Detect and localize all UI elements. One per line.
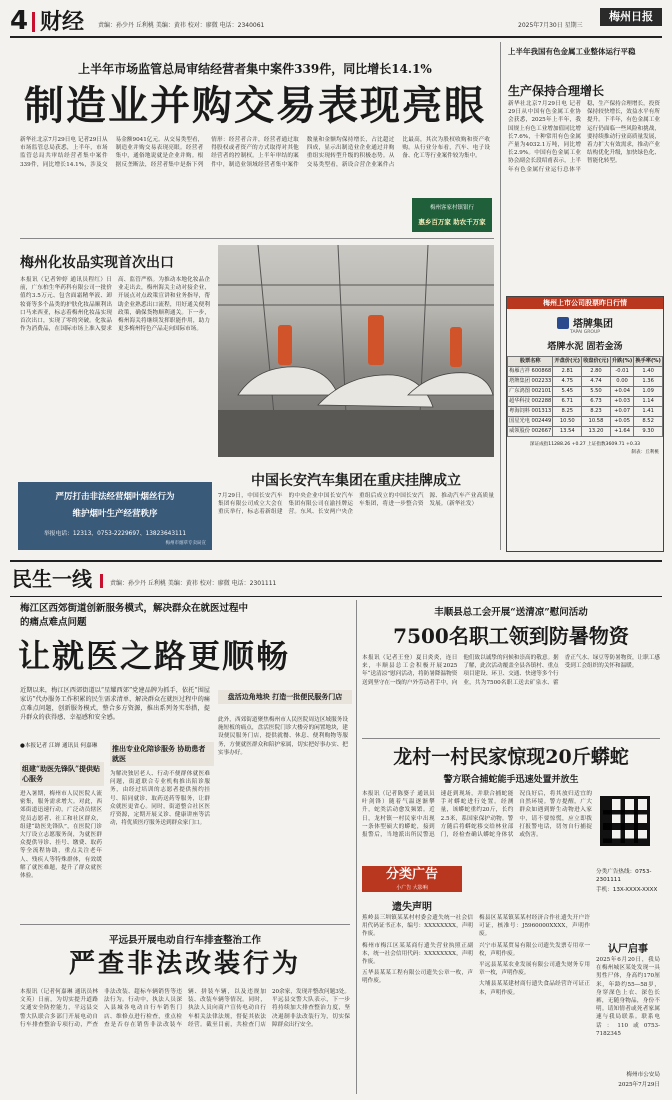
lead-kicker: 上半年市场监管总局审结经营者集中案件339件，同比增长14.1% <box>78 62 432 76</box>
stock-cell: 4.74 <box>582 377 611 387</box>
ebike-body: 本报讯（记者何嘉琳 通讯员林文英）日前，为切实提升道路交通安全防控能力，平远县交警大队联合多部门开展电动自行车排查整治专项行动，严查非法改装、超标车辆销售等违法行为。行动中，执法人员深入县城各电动自行车销售门店、维修点进行检查，重点检查是否存在销售非法改装车辆、拼装车辆，以及违规加装、改装车辆等情况。同时，执法人员向商户宣传电动自行车相关法律法规，督促其依法经营。截至目前，共检查门店20余家，发现并整改问题3处。平远县交警大队表示，下一步将持续加大排查整治力度，坚决遏制非法改装行为，切实保障群众出行安全。 <box>20 989 350 1028</box>
medical-subhead-3: 盘活边角地块 打造一批便民服务门店 <box>218 690 352 704</box>
stock-table-box <box>506 296 664 552</box>
medical-body-2: 为解决独居老人、行动不便群体就医难问题，街道联合专业机构推出陪诊服务，由经过培训的志愿者提供预约挂号、陪同就诊、取药送药等服务，让群众就医更省心。同时，街道整合社区医疗资源，定期开展义诊、健康讲座等活动，将优质医疗服务送到群众家门口。 <box>110 771 210 827</box>
stock-cell: 威领股份 002667 <box>508 427 553 437</box>
tobacco-ad-line2: 维护烟叶生产经营秩序 <box>72 509 158 519</box>
stock-cell: 8.52 <box>634 417 663 427</box>
tobacco-ad-sponsor: 梅州市烟草专卖局宣 <box>165 541 206 546</box>
tobacco-ad-hotline: 举报电话：12313、0753-2229697、13823643111 <box>43 531 187 537</box>
stock-table-header <box>508 357 663 367</box>
stock-cell: 4.75 <box>553 377 582 387</box>
minsheng-section-title: 民生一线 <box>12 567 92 591</box>
masthead <box>10 6 662 36</box>
stock-cell: +0.03 <box>610 397 633 407</box>
stock-cell: 5.45 <box>553 387 582 397</box>
notice-item: 兴宁市某某贸易有限公司遗失发票专用章一枚，声明作废。 <box>479 942 590 957</box>
medical-body-1: 进入暑期，梅州市人民医院人流密集，服务需求增大。对此，西郊街道迅速行动，广泛动员辖区党员志愿者、社工和社区群众，组建“助医先锋队”，在医院门诊大厅设立志愿服务岗，为就医群众提供导诊、挂号、缴费、取药等全流程协助，重点关注老年人、残疾人等特殊群体，有效缓解了就医难题，提升了群众就医体验。 <box>20 791 102 880</box>
ebike-kicker: 平远县开展电动自行车排查整治工作 <box>108 935 261 946</box>
bank-ad-slogan: 惠乡百万家 助农千万家 <box>418 218 486 226</box>
stock-col-header: 收盘价(元) <box>582 357 611 367</box>
stock-cell: 9.30 <box>634 427 663 437</box>
stock-cell: 梅雁吉祥 600868 <box>508 367 553 377</box>
stock-cell: -0.01 <box>610 367 633 377</box>
stock-row <box>508 367 663 377</box>
stock-col-header: 股票名称 <box>508 357 553 367</box>
cosmetics-body: 本报讯（记者钟婷 通讯员程红）日前，广东柏生华药科有限公司一批价值约3.5万元、包含面霜精华液、卸妆膏等多个品类的护肤化妆品顺利出口马来西亚，标志着梅州化妆品实现首次出口，实现了零的突破。化妆品作为消费品，在国际市场上准入要求高、监管严格。为推动本地化妆品企业走出去，梅州海关主动对接企业，开展点对点政策宣讲和业务指导，帮助企业熟悉出口流程，用好通关便利政策，确保货物顺利通关。下一步，梅州海关将继续发挥职能作用，助力更多梅州特色产品走向国际市场。 <box>20 277 210 333</box>
stock-cell: 0.00 <box>610 377 633 387</box>
factory-photo <box>218 245 494 457</box>
stock-cell: 5.50 <box>582 387 611 397</box>
stock-row <box>508 377 663 387</box>
stock-row <box>508 397 663 407</box>
stock-col-header: 开盘价(元) <box>553 357 582 367</box>
stock-cell: 10.58 <box>582 417 611 427</box>
classified-hotline: 分类广告热线：0753-2301111 <box>596 869 652 883</box>
classified-contact: 手机：13X-XXXX-XXXX <box>596 887 658 893</box>
python-body: 本报讯（记者陈婆子 通讯员叶剑锋）随着气温逐渐攀升，蛇类活动愈发频繁。近日，龙村镇一村民家中出现一条体型硕大的蟒蛇，接到报警后，当地派出所民警迅速赶到现场，并联合捕蛇能手对蟒蛇进行处置。经测量，该蟒蛇重约20斤，长约2.5米，系国家保护动物。警方随后将蟒蛇移交给林业部门，经检查确认蟒蛇身体状况良好后，将其放归适宜的自然环境。警方提醒，广大群众如遇到野生动物进入家中，请不要惊慌，应立即拨打报警电话，切勿自行捕捉或伤害。 <box>362 791 592 839</box>
classified-title: 分类广告 <box>385 867 438 882</box>
factory-scene-image <box>218 245 494 457</box>
notice-item: 大埔县某某建材商行遗失食品经营许可证正本，声明作废。 <box>479 981 590 996</box>
tobacco-ad-line1: 严厉打击非法经营烟叶烟丝行为 <box>55 492 175 502</box>
classified-banner <box>362 866 462 892</box>
medical-kicker-line1: 梅江区西郊街道创新服务模式，解决群众在就医过程中 <box>20 603 249 614</box>
stock-cell: 1.41 <box>634 407 663 417</box>
stock-cell: 超华科技 002288 <box>508 397 553 407</box>
paper-logo <box>600 8 662 26</box>
stock-cell: 10.50 <box>553 417 582 427</box>
stock-cell: 13.20 <box>582 427 611 437</box>
sidebar-headline1: 上半年我国有色金属工业整体运行平稳 <box>508 47 636 56</box>
stock-cell: 国星光电 002449 <box>508 417 553 427</box>
masthead-credits: 责编：孙少丹 丘利桃 美编：黄祎 校对：廖微 电话：2340061 <box>98 22 265 29</box>
medical-subhead-1: 组建“助医先锋队”提供贴心服务 <box>20 762 104 786</box>
stock-cell: 6.71 <box>553 397 582 407</box>
notice-item: 梅州市梅江区某某商行遗失营业执照正副本，统一社会信用代码：XXXXXXXX，声明作废。 <box>362 942 473 966</box>
sidebar-headline2: 生产保持合理增长 <box>508 84 605 98</box>
masthead-date: 2025年7月30日 星期三 <box>518 22 583 29</box>
stock-cell: 1.14 <box>634 397 663 407</box>
stock-cell: +1.64 <box>610 427 633 437</box>
stock-cell: +0.05 <box>610 417 633 427</box>
tapai-logo-icon <box>557 317 569 329</box>
changan-caption: 7月29日，中国长安汽车集团有限公司成立大会在重庆举行，标志着新组建的中央企业中国长安汽车集团有限公司在渝挂牌运营。东风、长安两户央企重组后成立的中国长安汽车集团，将进一步整合资源、推动汽车产业高质量发展。（新华社发） <box>218 493 494 516</box>
medical-byline: ●本报记者 江婵 通讯员 何嘉琳 <box>20 743 98 749</box>
notice-list <box>362 914 590 1092</box>
stock-cell: 广东鸿图 002101 <box>508 387 553 397</box>
medical-subhead-2: 推出专业化陪诊服务 协助患者就医 <box>110 742 214 766</box>
stock-sponsor-logo <box>507 315 663 330</box>
lead-headline: 制造业并购交易表现亮眼 <box>24 82 486 129</box>
stock-sponsor-en: TAPAI GROUP <box>570 330 600 335</box>
sidebar-body: 新华社北京7月29日电 记者29日从中国有色金属工业协会获悉，2025年上半年，我国规上有色工业增加值同比增长7.6%，十种常用有色金属产量为4032.1万吨，同比增长2.9%。中国有色金属工业协会副会长段绍甫表示，上半年有色金属行业运行总体平稳，生产保持合理增长，投资保持较快增长，效益水平有所提升。下半年，有色金属工业运行仍面临一些风险和挑战，要持续推动行业高质量发展，着力扩大有效需求，推动产业结构优化升级，加快绿色化、智能化转型。 <box>508 101 660 173</box>
stock-cell: 6.73 <box>582 397 611 407</box>
paper-name: 梅州日报 <box>609 10 653 23</box>
stock-col-header: 升跌(%) <box>610 357 633 367</box>
stock-title: 梅州上市公司股票昨日行情 <box>507 297 663 309</box>
bank-ad <box>412 198 492 232</box>
page-number: 4 <box>10 6 29 36</box>
lead-body: 新华社北京7月29日电 记者29日从市场监管总局获悉，上半年，市场监管总局共审结经营者集中案件339件，同比增长14.1%，涉及交易金额9041亿元。从交易类型看，制造业并购交易表现亮眼。经营者集中，通俗地说就是企业并购。根据反垄断法，经营者集中是指下列情形：经营者合并，经营者通过取得股权或者资产的方式取得对其他经营者的控制权。上半年审结的案件中，制造业领域经营者集中案件数量和金额均保持增长，占比超过四成，显示出制造业企业通过并购重组实现转型升级的积极态势。从交易类型看，新设合营企业案件占比最高，其次为股权收购和资产收购。从行业分布看，汽车、电子设备、化工等行业案件较为集中。 <box>20 137 490 168</box>
changan-headline: 中国长安汽车集团在重庆挂牌成立 <box>251 473 461 489</box>
heatwave-body: 本报讯（记者王登）夏日炎炎，连日来，丰顺县总工会积极开展2025年“送清凉”慰问活动，将防暑降温物资送到坚守在一线的户外劳动者手中，向他们致以诚挚的问候和崇高的敬意。据了解，此次活动覆盖全县各镇村、重点项目建设、环卫、交通、快递等多个行业，共为7500名职工送去矿泉水、藿香正气水、绿豆等防暑物资，让职工感受到工会组织的关怀和温暖。 <box>362 655 660 686</box>
cosmetics-headline: 梅州化妆品实现首次出口 <box>20 255 174 271</box>
notice-item: 五华县某某工程有限公司遗失公章一枚，声明作废。 <box>362 970 473 985</box>
stock-row <box>508 387 663 397</box>
section-title: 财经 <box>40 9 85 35</box>
stock-row <box>508 407 663 417</box>
classified-subtitle: 小广告 大影响 <box>396 885 428 891</box>
stock-note: 深证成指11288.26 +0.27 上证指数3609.71 +0.33 <box>529 442 641 447</box>
stock-col-header: 换手率(%) <box>634 357 663 367</box>
stock-cell: 8.25 <box>553 407 582 417</box>
right-notice-body: 2025年6月20日，我局在梅州城区某处发现一具男性尸体，身高约170厘米，年龄约55—58岁，身穿深色上衣、深色长裤，无随身物品，身份不明。请知情者或死者家属速与我局联系。联系电话：110或0753-7182345 <box>596 957 660 1037</box>
notice-item: 蕉岭县三圳镇某某村村委会遗失统一社会信用代码证书正本，编号：XXXXXXXX，声明作废。 <box>362 915 473 938</box>
medical-headline: 让就医之路更顺畅 <box>18 637 291 675</box>
notice-item: 梅县区某某镇某某村经济合作社遗失开户许可证，核准号：J5960000XXXX，声明作废。 <box>479 915 590 938</box>
stock-cell: 2.81 <box>553 367 582 377</box>
heatwave-headline: 7500名职工领到防暑物资 <box>393 624 629 648</box>
notice-title: 遗失声明 <box>392 902 432 913</box>
stock-cell: 2.80 <box>582 367 611 377</box>
stock-cell: 8.23 <box>582 407 611 417</box>
stock-row <box>508 427 663 437</box>
stock-cell: 粤海饲料 001313 <box>508 407 553 417</box>
medical-body-3: 此外，西郊街道聚焦梅州市人民医院周边区域服务设施短板的痛点，盘活医院门诊大楼旁的闲置地块，建设便民服务门店，提供就餐、休息、便利购物等服务，方便就医群众和陪护家属，切实把好事办实、把实事办好。 <box>218 717 348 756</box>
right-notice-title: 认尸启事 <box>608 944 648 955</box>
ebike-headline: 严查非法改装行为 <box>68 949 301 979</box>
stock-cell: +0.04 <box>610 387 633 397</box>
python-subhead: 警方联合捕蛇能手迅速处置并放生 <box>443 775 579 785</box>
stock-table <box>507 356 663 437</box>
stock-sponsor: 塔牌集团 <box>573 319 613 330</box>
medical-kicker <box>20 602 350 630</box>
stock-row <box>508 417 663 427</box>
tobacco-ad <box>18 482 212 550</box>
right-notice-sign: 梅州市公安局 <box>626 1072 660 1078</box>
stock-cell: 1.40 <box>634 367 663 377</box>
stock-cell: 1.36 <box>634 377 663 387</box>
bank-ad-title: 梅州客家村镇银行 <box>429 205 474 211</box>
medical-kicker-line2: 的痛点难点问题 <box>20 617 87 628</box>
medical-lede: 近期以来，梅江区西郊街道以“星耀西郊”党建品牌为抓手，依托“围屋家访”代办服务工作积累的民生需求清单，解决群众在就医过程中的痛点难点问题，创新服务模式，整合多方资源，推出系列务实举措，提升群众的获得感、幸福感和安全感。 <box>20 687 210 721</box>
stock-slogan: 塔牌水泥 固若金汤 <box>547 342 623 352</box>
right-notice-date: 2025年7月29日 <box>618 1082 660 1088</box>
stock-cell: 13.54 <box>553 427 582 437</box>
heatwave-kicker: 丰顺县总工会开展“送清凉”慰问活动 <box>434 607 588 618</box>
stock-agent: 制表：丘利桃 <box>631 450 659 455</box>
python-headline: 龙村一村民家惊现20斤蟒蛇 <box>393 746 629 768</box>
stock-cell: 塔牌集团 002233 <box>508 377 553 387</box>
stock-cell: 1.09 <box>634 387 663 397</box>
notice-item: 平远县某某农业发展有限公司遗失财务专用章一枚，声明作废。 <box>479 962 590 977</box>
minsheng-credits: 责编：孙少丹 丘利桃 美编：黄祎 校对：廖微 电话：2301111 <box>110 580 277 587</box>
qr-code-icon <box>600 796 650 846</box>
stock-cell: +0.07 <box>610 407 633 417</box>
